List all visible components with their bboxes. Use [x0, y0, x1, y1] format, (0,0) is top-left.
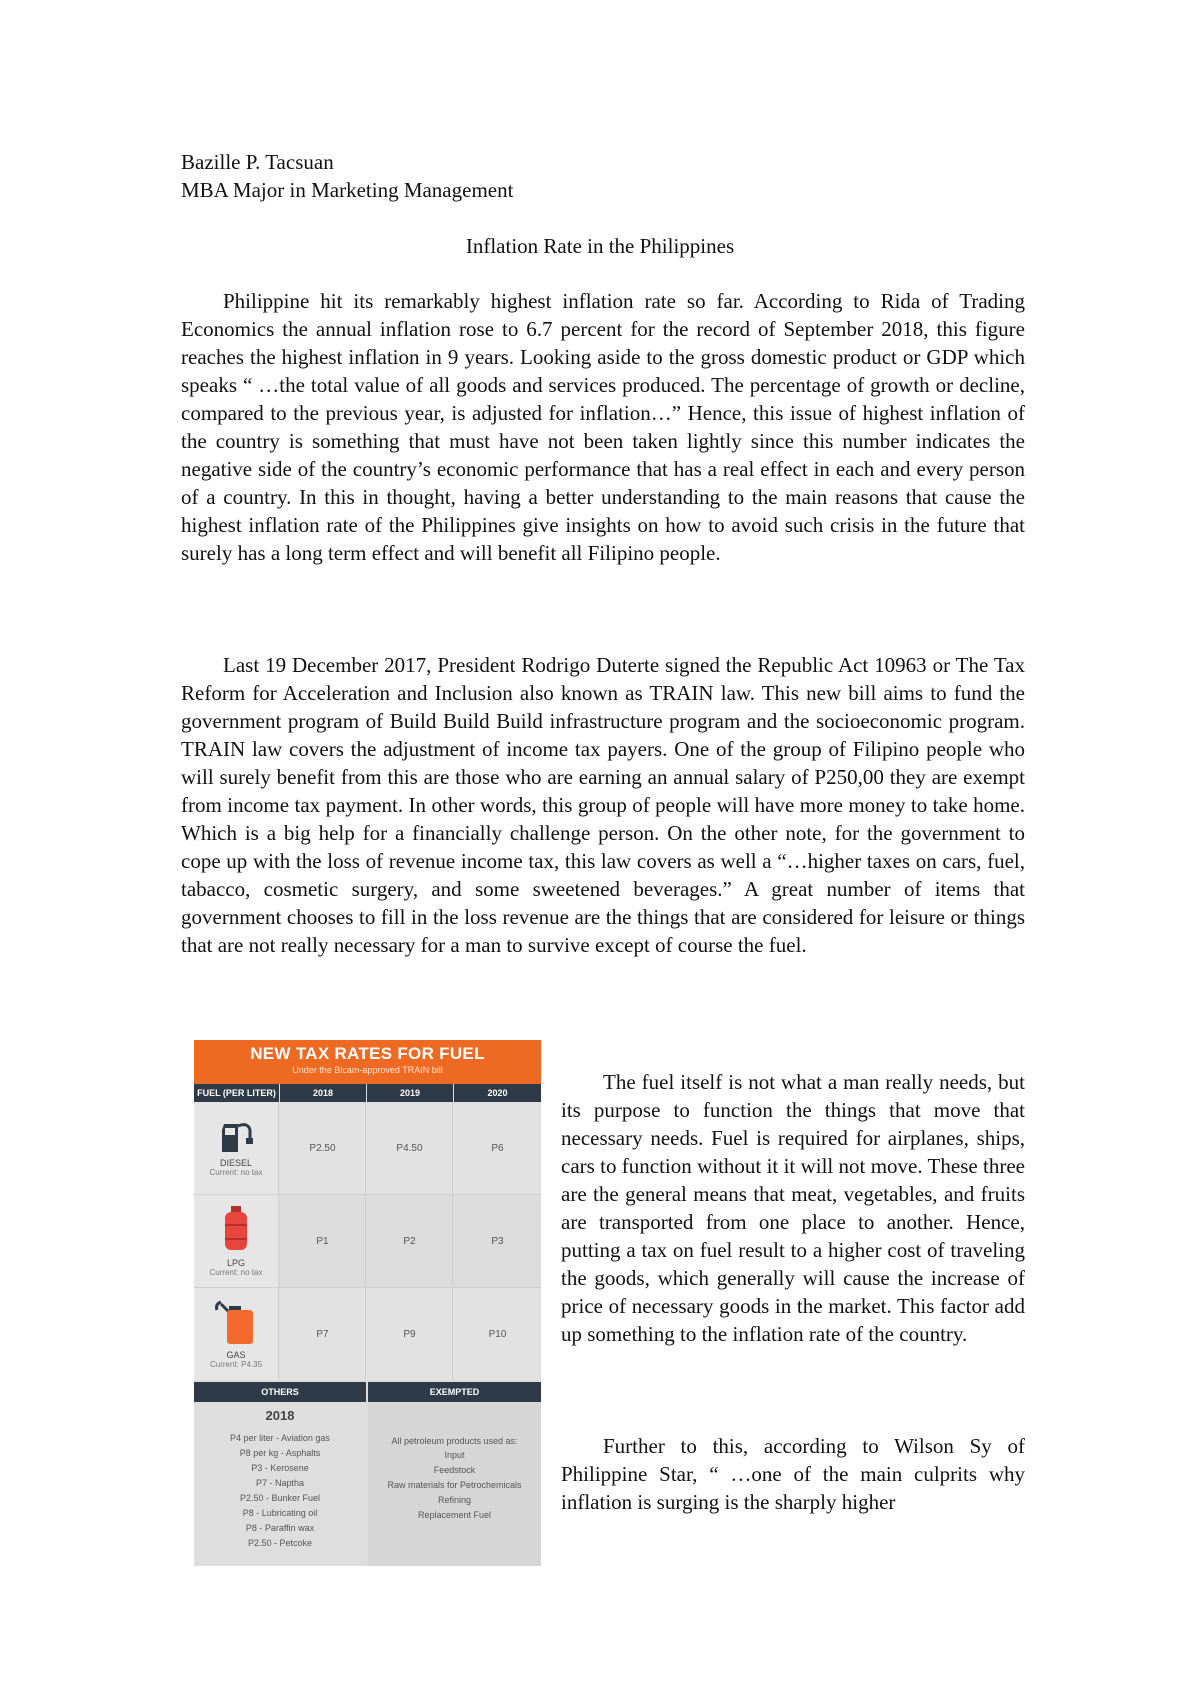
infographic-subtitle: Under the Bicam-approved TRAIN bill [292, 1065, 443, 1075]
fuel-tax-infographic [194, 1040, 541, 1566]
fuel-name: LPG [226, 1258, 245, 1268]
lpg-tank-icon [221, 1204, 251, 1254]
rate-cell: P6 [491, 1142, 504, 1154]
rate-cell: P4.50 [367, 1102, 453, 1194]
list-item: Refining [437, 1495, 472, 1505]
exempted-section [368, 1402, 541, 1566]
fuel-note: Current: no tax [209, 1168, 263, 1177]
list-item: Input [444, 1450, 465, 1460]
paragraph-1: Philippine hit its remarkably highest inflation rate so far. According to Rida of Trading Economics the annual inflation rose to 6.7 percent for the record of September 2018, this figure reaches the highest inflation in 9 years. Looking aside to the gross domestic product or GDP which speaks “ …the total value of all goods and services produced. The percentage of growth or decline, compared to the previous year, is adjusted for inflation…” Hence, this issue of highest inflation of the country is something that must have not been taken lightly since this number indicates the negative side of the country’s economic performance that has a real effect in each and every person of a country. In this in thought, having a better understanding to the main reasons that cause the highest inflation rate of the Philippines give insights on how to avoid such crisis in the future that surely has a long term effect and will benefit all Filipino people. [181, 289, 1025, 565]
fuel-cell [194, 1288, 279, 1380]
rate-cell: P2.50 [280, 1102, 366, 1194]
list-item: Feedstock [433, 1465, 476, 1475]
list-item: P2.50 - Petcoke [247, 1538, 313, 1548]
paragraph-2: Last 19 December 2017, President Rodrigo Duterte signed the Republic Act 10963 or The Tax Reform for Acceleration and Inclusion also known as TRAIN law. This new bill aims to fund the government program of Build Build Build infrastructure program and the socioeconomic program. TRAIN law covers the adjustment of income tax payers. One of the group of Filipino people who will surely benefit from this are those who are earning an annual salary of P250,00 they are exempt from income tax payment. In other words, this group of people will have more money to take home. Which is a big help for a financially challenge person. On the other note, for the government to cope up with the loss of revenue income tax, this law covers as well a “…higher taxes on cars, fuel, tabacco, cosmetic surgery, and some sweetened beverages.” A great number of items that government chooses to fill in the loss revenue are the things that are considered for leisure or things that are not really necessary for a man to survive except of course the fuel. [181, 653, 1025, 957]
exempted-header: EXEMPTED [368, 1382, 541, 1402]
page-title: Inflation Rate in the Philippines [465, 234, 735, 258]
gas-can-icon [213, 1298, 259, 1346]
list-item: P3 - Kerosene [251, 1463, 309, 1473]
header-2018: 2018 [280, 1084, 366, 1102]
list-item: P8 - Lubricating oil [242, 1508, 318, 1518]
side-paragraph-1: The fuel itself is not what a man really needs, but its purpose to function the things that move that necessary needs. Fuel is required for airplanes, ships, cars to function without it it will not move. These three are the general means that meat, vegetables, and fruits are transported from one place to another. Hence, putting a tax on fuel result to a higher cost of traveling the goods, which generally will cause the increase of price of necessary goods in the market. This factor add up something to the inflation rate of the country. [561, 1070, 1025, 1346]
others-section [194, 1402, 366, 1566]
fuel-cell [194, 1195, 279, 1287]
fuel-pump-icon [216, 1118, 256, 1154]
side-paragraph-2: Further to this, according to Wilson Sy of Philippine Star, “ …one of the main culprits why inflation is surging is the sharply higher [561, 1434, 1025, 1514]
fuel-note: Current: no tax [209, 1268, 263, 1277]
program-line: MBA Major in Marketing Management [181, 178, 514, 202]
header-fuel: FUEL (PER LITER) [194, 1084, 279, 1102]
list-item: P7 - Naptha [255, 1478, 305, 1488]
fuel-name: DIESEL [219, 1158, 252, 1168]
rate-cell: P2 [367, 1195, 453, 1287]
fuel-cell [194, 1102, 279, 1194]
table-row [194, 1102, 541, 1195]
list-item: P8 per kg - Asphalts [239, 1448, 321, 1458]
rate-cell: P3 [491, 1235, 504, 1247]
infographic-title: NEW TAX RATES FOR FUEL [250, 1044, 485, 1063]
rate-cell: P7 [280, 1288, 366, 1380]
table-row [194, 1288, 541, 1380]
infographic-banner [194, 1040, 541, 1084]
rate-cell: P9 [367, 1288, 453, 1380]
rate-cell: P1 [280, 1195, 366, 1287]
list-item: P4 per liter - Aviation gas [230, 1433, 330, 1443]
rate-cell: P10 [488, 1328, 507, 1340]
author-name: Bazille P. Tacsuan [181, 150, 334, 174]
fuel-note: Current: P4.35 [209, 1360, 263, 1369]
header-2020: 2020 [454, 1084, 541, 1102]
list-item: Replacement Fuel [417, 1510, 492, 1520]
list-item: Raw materials for Petrochemicals [387, 1480, 522, 1490]
others-header: OTHERS [194, 1382, 366, 1402]
table-row [194, 1195, 541, 1288]
exempted-intro: All petroleum products used as: [391, 1436, 518, 1446]
list-item: P2.50 - Bunker Fuel [239, 1493, 321, 1503]
header-2019: 2019 [367, 1084, 453, 1102]
others-year: 2018 [265, 1408, 295, 1423]
fuel-name: GAS [226, 1350, 246, 1360]
list-item: P8 - Paraffin wax [245, 1523, 315, 1533]
